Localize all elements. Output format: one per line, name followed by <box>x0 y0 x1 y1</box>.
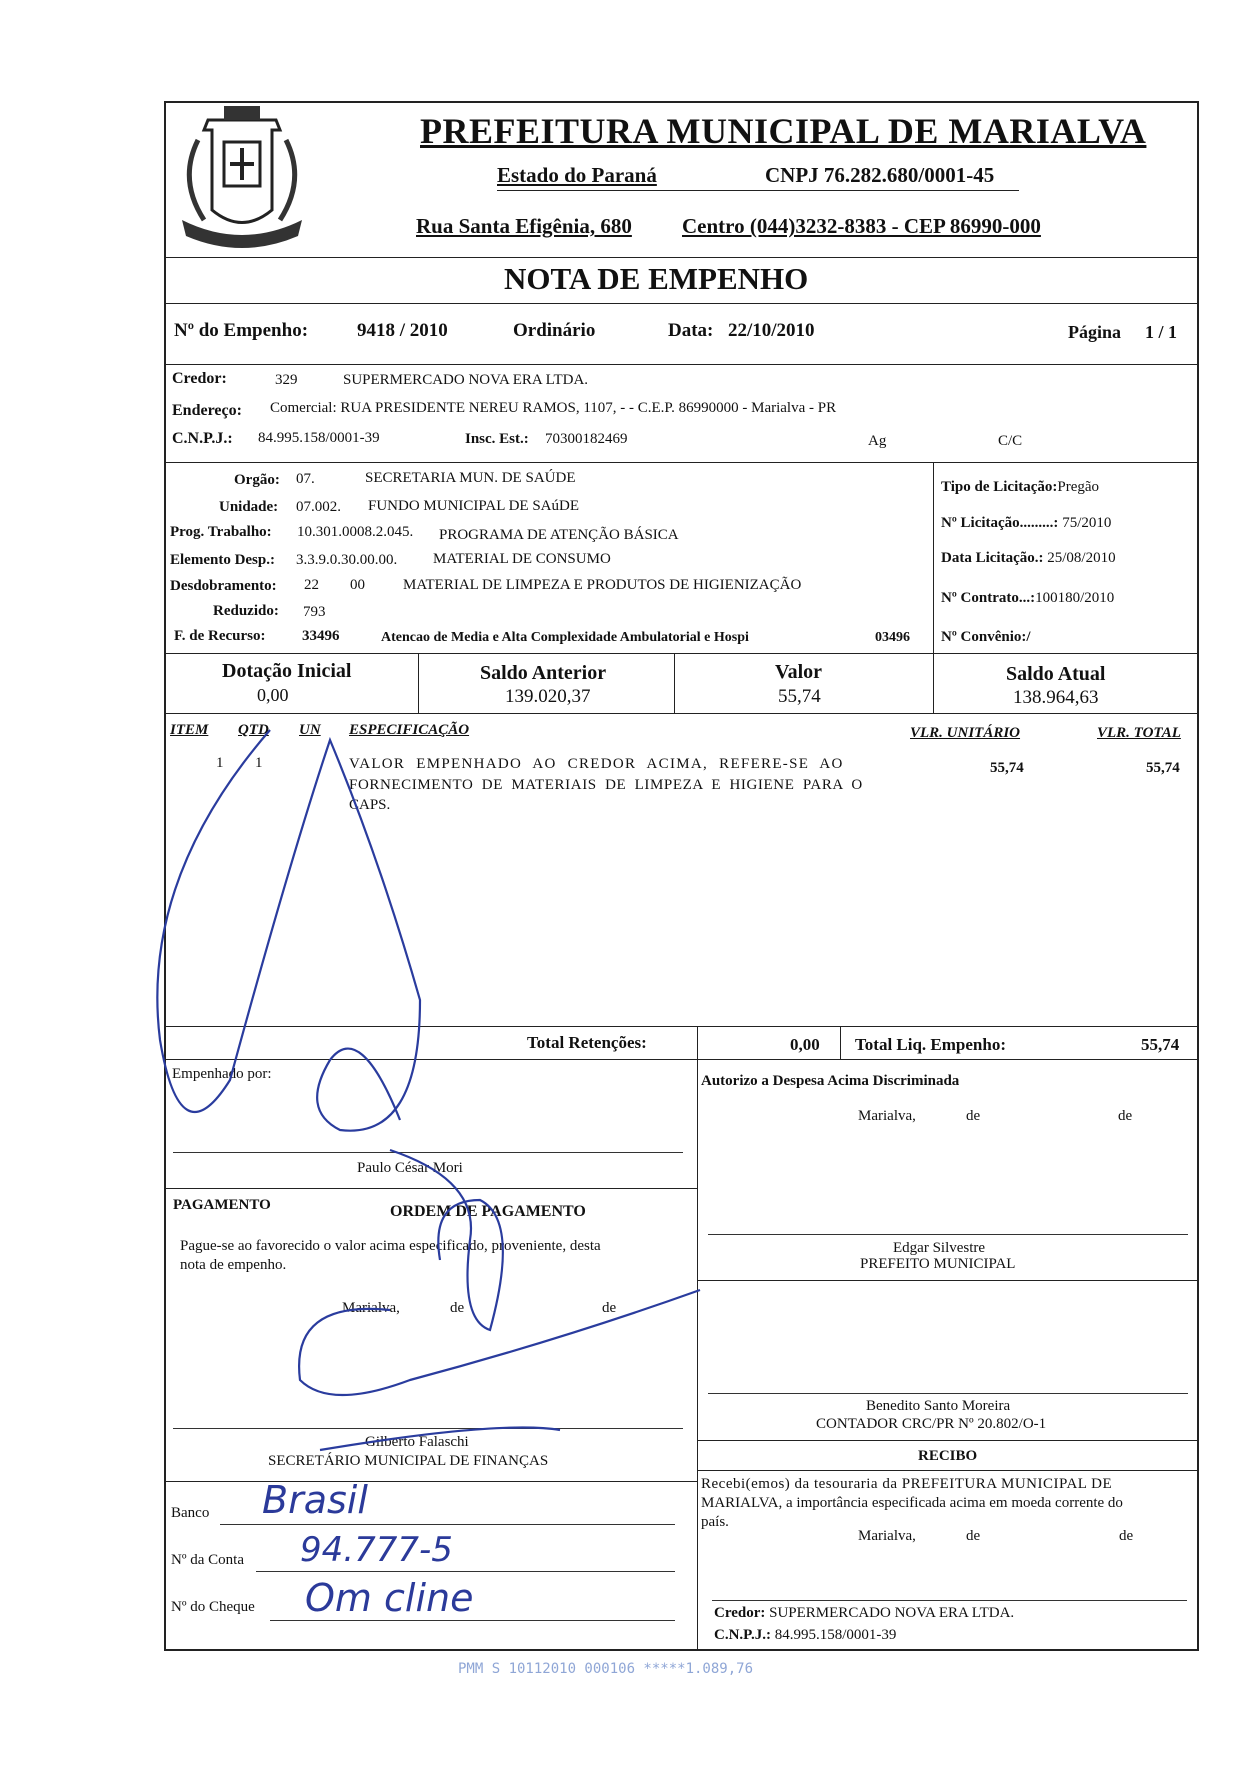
state-name: Estado do Paraná <box>497 163 657 187</box>
org-contact: Centro (044)3232-8383 - CEP 86990-000 <box>682 214 1041 238</box>
unidade-code: 07.002. <box>296 499 341 515</box>
recibo-cnpj: C.N.P.J.: 84.995.158/0001-39 <box>714 1627 897 1643</box>
credor-address: Comercial: RUA PRESIDENTE NEREU RAMOS, 1107, - - C.E.P. 86990000 - Marialva - PR <box>270 400 837 416</box>
org-address: Rua Santa Efigênia, 680 <box>416 214 632 238</box>
unidade-label: Unidade: <box>219 499 279 515</box>
data-licitacao: Data Licitação.: 25/08/2010 <box>941 550 1116 566</box>
empenho-date: 22/10/2010 <box>728 320 815 341</box>
page-label: Página <box>1068 322 1122 342</box>
recibo-text-1: Recebi(emos) da tesouraria da PREFEITURA MUNICIPAL DE <box>701 1476 1113 1492</box>
empenhado-por-label: Empenhado por: <box>172 1066 272 1082</box>
credor-cnpj: 84.995.158/0001-39 <box>258 430 380 446</box>
cheque-label: Nº do Cheque <box>171 1599 255 1615</box>
prefeito-name: Edgar Silvestre <box>893 1240 986 1256</box>
processing-stamp: PMM S 10112010 000106 *****1.089,76 <box>458 1661 754 1677</box>
cc-label: C/C <box>998 433 1023 449</box>
autorizo-city: Marialva, <box>858 1108 916 1124</box>
total-retencoes-value: 0,00 <box>790 1035 820 1054</box>
empenho-date-label: Data: <box>668 320 714 341</box>
item-unit-value: 55,74 <box>990 760 1024 776</box>
credor-address-label: Endereço: <box>172 402 242 419</box>
credor-label: Credor: <box>172 370 227 387</box>
recibo-de-1: de <box>966 1528 981 1544</box>
ag-label: Ag <box>868 433 887 449</box>
secretario-name: Gilberto Falaschi <box>365 1434 469 1450</box>
recibo-title: RECIBO <box>918 1448 978 1464</box>
credor-name: SUPERMERCADO NOVA ERA LTDA. <box>343 372 589 388</box>
total-retencoes-label: Total Retenções: <box>527 1033 647 1052</box>
prog-code: 10.301.0008.2.045. <box>297 524 414 540</box>
recibo-text-3: país. <box>701 1514 729 1530</box>
prog-label: Prog. Trabalho: <box>170 524 272 540</box>
recurso-code-2: 03496 <box>875 630 910 645</box>
banco-handwritten: Brasil <box>262 1478 368 1522</box>
saldo-atual-value: 138.964,63 <box>1013 687 1099 708</box>
elemento-code: 3.3.9.0.30.00.00. <box>296 552 398 568</box>
num-contrato: Nº Contrato...:100180/2010 <box>941 590 1115 606</box>
conta-label: Nº da Conta <box>171 1552 244 1568</box>
valor-label: Valor <box>775 661 823 683</box>
orgao-code: 07. <box>296 471 315 487</box>
secretario-role: SECRETÁRIO MUNICIPAL DE FINANÇAS <box>268 1453 549 1469</box>
reduzido-value: 793 <box>303 604 326 620</box>
autorizo-label: Autorizo a Despesa Acima Discriminada <box>701 1073 960 1089</box>
elemento-label: Elemento Desp.: <box>170 552 275 568</box>
autorizo-de-2: de <box>1118 1108 1133 1124</box>
banco-label: Banco <box>171 1505 210 1521</box>
cheque-handwritten: Om cline <box>305 1576 474 1620</box>
document-title: NOTA DE EMPENHO <box>504 261 809 296</box>
dotacao-value: 0,00 <box>257 685 289 705</box>
total-liquido-label: Total Liq. Empenho: <box>855 1035 1006 1054</box>
saldo-anterior-value: 139.020,37 <box>505 686 591 707</box>
page-number: 1 / 1 <box>1145 322 1178 342</box>
item-number: 1 <box>216 755 224 771</box>
empenho-num: 9418 / 2010 <box>357 320 448 341</box>
total-liquido-value: 55,74 <box>1141 1035 1180 1054</box>
empenho-type: Ordinário <box>513 320 596 341</box>
desdobramento-label: Desdobramento: <box>170 578 277 594</box>
pagamento-de-2: de <box>602 1300 617 1316</box>
orgao-label: Orgão: <box>234 472 280 488</box>
dotacao-label: Dotação Inicial <box>222 660 352 682</box>
item-spec-line-1: VALOR EMPENHADO AO CREDOR ACIMA, REFERE-SE AO <box>349 756 844 772</box>
reduzido-label: Reduzido: <box>213 603 279 619</box>
recibo-text-2: MARIALVA, a importância especificada acima em moeda corrente do <box>701 1495 1123 1511</box>
insc-value: 70300182469 <box>545 431 628 447</box>
empenho-num-label: Nº do Empenho: <box>174 320 309 341</box>
contador-name: Benedito Santo Moreira <box>866 1398 1011 1414</box>
pague-line-2: nota de empenho. <box>180 1257 287 1273</box>
tipo-licitacao: Tipo de Licitação:Pregão <box>941 479 1100 495</box>
desdobramento-b: 00 <box>350 577 365 593</box>
col-vlr-unitario: VLR. UNITÁRIO <box>910 725 1021 741</box>
prefeito-role: PREFEITO MUNICIPAL <box>860 1256 1016 1272</box>
recurso-code: 33496 <box>302 628 340 644</box>
pagamento-city: Marialva, <box>342 1300 400 1316</box>
item-total-value: 55,74 <box>1146 760 1180 776</box>
autorizo-de-1: de <box>966 1108 981 1124</box>
pague-line-1: Pague-se ao favorecido o valor acima especificado, proveniente, desta <box>180 1238 601 1254</box>
recurso-label: F. de Recurso: <box>174 628 266 644</box>
pagamento-de-1: de <box>450 1300 465 1316</box>
pagamento-label: PAGAMENTO <box>173 1197 271 1213</box>
col-vlr-total: VLR. TOTAL <box>1097 725 1181 741</box>
conta-handwritten: 94.777-5 <box>300 1530 453 1570</box>
insc-label: Insc. Est.: <box>465 431 529 447</box>
col-un: UN <box>299 722 321 738</box>
num-licitacao: Nº Licitação.........: 75/2010 <box>941 515 1112 531</box>
desdobramento-name: MATERIAL DE LIMPEZA E PRODUTOS DE HIGIENIZAÇÃO <box>403 577 802 593</box>
recurso-name: Atencao de Media e Alta Complexidade Ambulatorial e Hospi <box>381 630 749 645</box>
saldo-atual-label: Saldo Atual <box>1006 663 1106 685</box>
item-spec-line-2: FORNECIMENTO DE MATERIAIS DE LIMPEZA E HIGIENE PARA O <box>349 777 863 793</box>
orgao-name: SECRETARIA MUN. DE SAÚDE <box>365 470 576 486</box>
col-especificacao: ESPECIFICAÇÃO <box>349 722 470 738</box>
unidade-name: FUNDO MUNICIPAL DE SAúDE <box>368 498 579 514</box>
recibo-credor: Credor: SUPERMERCADO NOVA ERA LTDA. <box>714 1605 1015 1621</box>
ordem-pagamento-label: ORDEM DE PAGAMENTO <box>390 1203 586 1220</box>
valor-value: 55,74 <box>778 686 821 707</box>
item-spec-line-3: CAPS. <box>349 797 391 813</box>
elemento-name: MATERIAL DE CONSUMO <box>433 551 611 567</box>
org-title: PREFEITURA MUNICIPAL DE MARIALVA <box>420 111 1147 151</box>
credor-cnpj-label: C.N.P.J.: <box>172 430 233 447</box>
recibo-city: Marialva, <box>858 1528 916 1544</box>
num-convenio: Nº Convênio:/ <box>941 629 1031 645</box>
org-cnpj: CNPJ 76.282.680/0001-45 <box>765 163 995 187</box>
prog-name: PROGRAMA DE ATENÇÃO BÁSICA <box>439 527 679 543</box>
recibo-de-2: de <box>1119 1528 1134 1544</box>
empenhado-name: Paulo César Mori <box>357 1160 463 1176</box>
col-item: ITEM <box>170 722 209 738</box>
contador-role: CONTADOR CRC/PR Nº 20.802/O-1 <box>816 1416 1047 1432</box>
credor-code: 329 <box>275 372 298 388</box>
col-qtd: QTD <box>238 722 269 738</box>
saldo-anterior-label: Saldo Anterior <box>480 662 607 684</box>
desdobramento-a: 22 <box>304 577 319 593</box>
item-qty: 1 <box>255 755 263 771</box>
